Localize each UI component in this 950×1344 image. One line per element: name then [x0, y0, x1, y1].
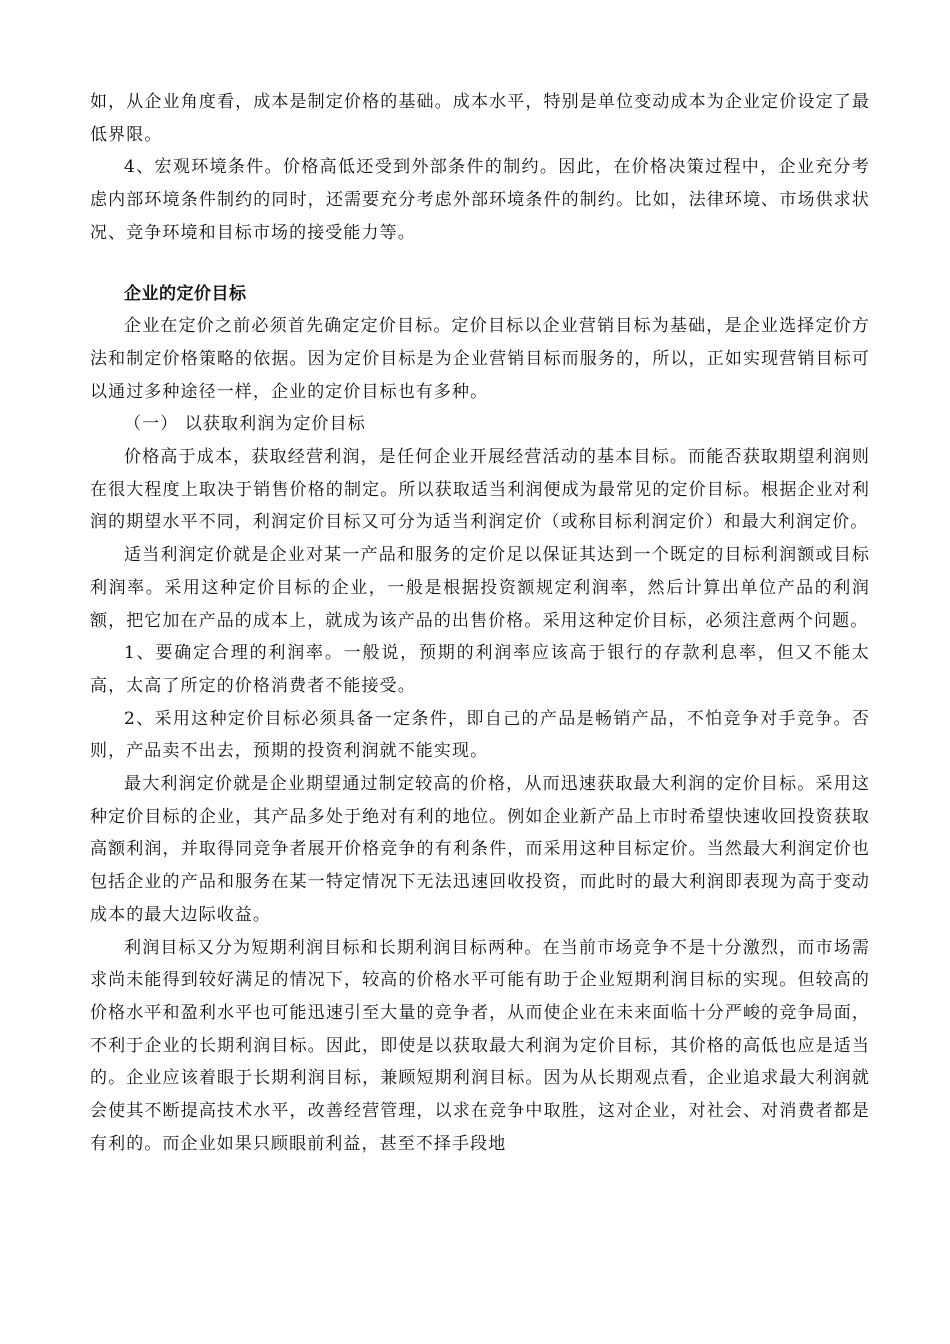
- section-heading: 企业的定价目标: [124, 283, 247, 304]
- paragraph-appropriate-profit: 适当利润定价就是企业对某一产品和服务的定价足以保证其达到一个既定的目标利润额或目标利润率。采用这种定价目标的企业，一般是根据投资额规定利润率，然后计算出单位产品的利润额，把它加在产品的成本上，就成为该产品的出售价格。采用这种定价目标，必须注意两个问题。: [90, 545, 870, 631]
- paragraph-macro-environment: 4、宏观环境条件。价格高低还受到外部条件的制约。因此，在价格决策过程中，企业充分考虑内部环境条件制约的同时，还需要充分考虑外部环境条件的制约。比如，法律环境、市场供求状况、竞争环境和目标市场的接受能力等。: [90, 157, 870, 243]
- document-body: [90, 86, 870, 1161]
- paragraph-short-long-term: 利润目标又分为短期利润目标和长期利润目标两种。在当前市场竞争不是十分激烈，而市场需求尚未能得到较好满足的情况下，较高的价格水平可能有助于企业短期利润目标的实现。但较高的价格水平和盈利水平也可能迅速引至大量的竞争者，从而使企业在未来面临十分严峻的竞争局面，不利于企业的长期利润目标。因此，即使是以获取最大利润为定价目标，其价格的高低也应是适当的。企业应该着眼于长期利润目标，兼顾短期利润目标。因为从长期观点看，企业追求最大利润就会使其不断提高技术水平，改善经营管理，以求在竞争中取胜，这对企业，对社会、对消费者都是有利的。而企业如果只顾眼前利益，甚至不择手段地: [90, 937, 870, 1154]
- paragraph-continued: 如，从企业角度看，成本是制定价格的基础。成本水平，特别是单位变动成本为企业定价设定了最低界限。: [90, 92, 870, 145]
- paragraph-intro: 企业在定价之前必须首先确定定价目标。定价目标以企业营销目标为基础，是企业选择定价方法和制定价格策略的依据。因为定价目标是为企业营销目标而服务的，所以，正如实现营销目标可以通过多种途径一样，企业的定价目标也有多种。: [90, 316, 870, 402]
- subheading-profit-goal: （一） 以获取利润为定价目标: [124, 414, 366, 435]
- list-item-2: 2、采用这种定价目标必须具备一定条件，即自己的产品是畅销产品，不怕竞争对手竞争。否则，产品卖不出去，预期的投资利润就不能实现。: [90, 708, 870, 762]
- paragraph-max-profit: 最大利润定价就是企业期望通过制定较高的价格，从而迅速获取最大利润的定价目标。采用这种定价目标的企业，其产品多处于绝对有利的地位。例如企业新产品上市时希望快速收回投资获取高额利润，并取得同竞争者展开价格竞争的有利条件，而采用这种目标定价。当然最大利润定价也包括企业的产品和服务在某一特定情况下无法迅速回收投资，而此时的最大利润即表现为高于变动成本的最大边际收益。: [90, 774, 870, 925]
- paragraph-profit-basic: 价格高于成本，获取经营利润，是任何企业开展经营活动的基本目标。而能否获取期望利润则在很大程度上取决于销售价格的制定。所以获取适当利润便成为最常见的定价目标。根据企业对利润的期望水平不同，利润定价目标又可分为适当利润定价（或称目标利润定价）和最大利润定价。: [90, 447, 870, 533]
- list-item-1: 1、要确定合理的利润率。一般说，预期的利润率应该高于银行的存款利息率，但又不能太高，太高了所定的价格消费者不能接受。: [90, 643, 870, 696]
